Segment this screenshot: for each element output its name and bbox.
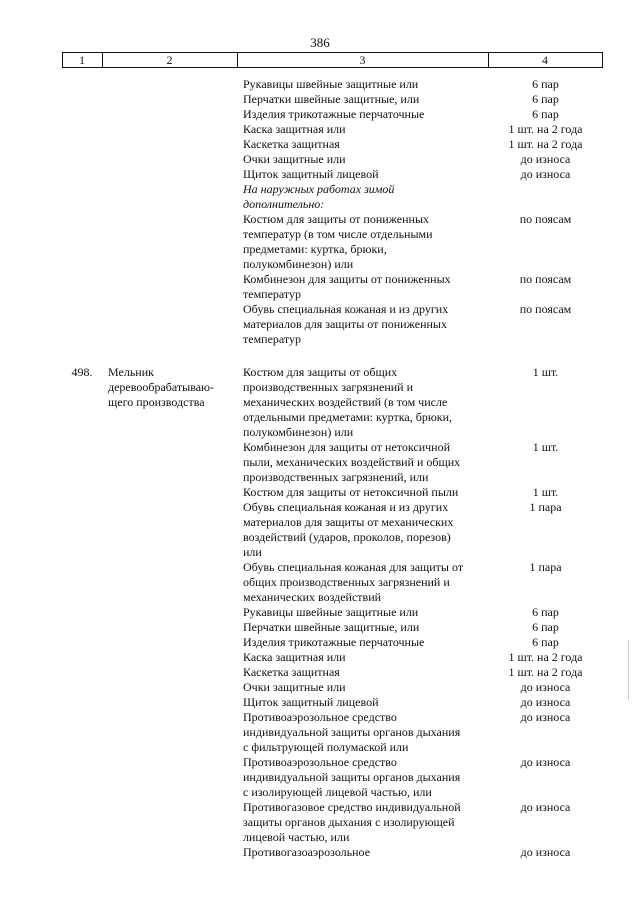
item-text: Очки защитные или	[243, 152, 346, 166]
header-col-4: 4	[542, 53, 548, 67]
item-text: Щиток защитный лицевой	[243, 695, 379, 709]
item-norm: по поясам	[519, 212, 572, 226]
item-norm: 1 шт. на 2 года	[508, 665, 583, 679]
item-norm: 6 пар	[532, 92, 559, 106]
item-text: предметами: куртка, брюки,	[243, 242, 387, 256]
item-norm: 6 пар	[532, 107, 559, 121]
item-text: пыли, механических воздействий и общих	[243, 455, 461, 469]
item-norm: до износа	[520, 755, 571, 769]
header-col-2: 2	[166, 53, 173, 67]
item-text: производственных загрязнений и	[243, 380, 414, 394]
item-text: полукомбинезон) или	[243, 425, 354, 439]
item-norm: до износа	[520, 710, 571, 724]
item-norm: 1 пара	[529, 560, 562, 574]
item-norm: до износа	[520, 152, 571, 166]
item-text: Каскетка защитная	[243, 665, 340, 679]
item-text: Каска защитная или	[243, 122, 346, 136]
item-norm: 6 пар	[532, 605, 559, 619]
profession-name: щего производства	[108, 395, 205, 409]
item-text: Рукавицы швейные защитные или	[243, 77, 419, 91]
item-text: Изделия трикотажные перчаточные	[243, 635, 425, 649]
winter-note: На наружных работах зимой	[243, 182, 395, 196]
item-text: с изолирующей лицевой частью, или	[243, 785, 432, 799]
scan-edge-mark	[628, 640, 629, 700]
item-text: материалов для защиты от механических	[243, 515, 454, 529]
entry-number: 498.	[71, 365, 93, 379]
item-norm: 1 шт. на 2 года	[508, 137, 583, 151]
page-number: 386	[310, 35, 330, 50]
item-text: температур	[243, 332, 302, 346]
item-text: индивидуальной защиты органов дыхания	[243, 770, 461, 784]
winter-note: дополнительно:	[243, 197, 325, 211]
item-text: Рукавицы швейные защитные или	[243, 605, 419, 619]
item-text: Перчатки швейные защитные, или	[243, 92, 420, 106]
item-text: Обувь специальная кожаная для защиты от	[243, 560, 464, 574]
item-norm: 1 шт. на 2 года	[508, 122, 583, 136]
header-col-3: 3	[359, 53, 366, 67]
header-col-1: 1	[79, 53, 85, 67]
item-norm: 1 шт. на 2 года	[508, 650, 583, 664]
item-text: индивидуальной защиты органов дыхания	[243, 725, 461, 739]
item-text: защиты органов дыхания с изолирующей	[243, 815, 455, 829]
item-text: Противогазовое средство индивидуальной	[243, 800, 461, 814]
item-text: Костюм для защиты от общих	[243, 365, 398, 379]
item-text: Очки защитные или	[243, 680, 346, 694]
profession-name: деревообрабатываю-	[108, 380, 214, 394]
item-text: Обувь специальная кожаная и из других	[243, 302, 449, 316]
item-text: Костюм для защиты от нетоксичной пыли	[243, 485, 459, 499]
item-text: механических воздействий (в том числе	[243, 395, 448, 409]
item-text: температур	[243, 287, 302, 301]
item-text: Каска защитная или	[243, 650, 346, 664]
item-norm: до износа	[520, 695, 571, 709]
item-text: Комбинезон для защиты от нетоксичной	[243, 440, 451, 454]
item-norm: 6 пар	[532, 620, 559, 634]
item-norm: по поясам	[519, 272, 572, 286]
item-text: или	[243, 545, 262, 559]
item-text: воздействий (ударов, проколов, порезов)	[243, 530, 451, 544]
item-text: общих производственных загрязнений и	[243, 575, 450, 589]
item-text: материалов для защиты от пониженных	[243, 317, 447, 331]
header-divider	[602, 52, 603, 68]
item-norm: до износа	[520, 680, 571, 694]
item-text: Противогазоаэрозольное	[243, 845, 371, 859]
item-text: Противоаэрозольное средство	[243, 710, 397, 724]
item-norm: по поясам	[519, 302, 572, 316]
item-text: с фильтрующей полумаской или	[243, 740, 409, 754]
item-text: Комбинезон для защиты от пониженных	[243, 272, 451, 286]
item-text: Щиток защитный лицевой	[243, 167, 379, 181]
item-text: Обувь специальная кожаная и из других	[243, 500, 449, 514]
item-norm: до износа	[520, 167, 571, 181]
item-text: лицевой частью, или	[243, 830, 350, 844]
item-norm: 6 пар	[532, 77, 559, 91]
item-norm: 1 пара	[529, 500, 562, 514]
item-text: отдельными предметами: куртка, брюки,	[243, 410, 453, 424]
item-text: Противоаэрозольное средство	[243, 755, 397, 769]
item-text: Костюм для защиты от пониженных	[243, 212, 430, 226]
profession-name: Мельник	[108, 365, 154, 379]
header-bottom-rule	[62, 67, 603, 68]
item-text: температур (в том числе отдельными	[243, 227, 433, 241]
item-text: полукомбинезон) или	[243, 257, 354, 271]
item-norm: 1 шт.	[532, 365, 559, 379]
item-text: Каскетка защитная	[243, 137, 340, 151]
item-norm: 6 пар	[532, 635, 559, 649]
item-norm: до износа	[520, 845, 571, 859]
item-norm: до износа	[520, 800, 571, 814]
item-norm: 1 шт.	[532, 485, 559, 499]
table-header	[62, 52, 603, 68]
item-text: производственных загрязнений, или	[243, 470, 429, 484]
item-text: Изделия трикотажные перчаточные	[243, 107, 425, 121]
item-text: механических воздействий	[243, 590, 382, 604]
item-norm: 1 шт.	[532, 440, 559, 454]
item-text: Перчатки швейные защитные, или	[243, 620, 420, 634]
